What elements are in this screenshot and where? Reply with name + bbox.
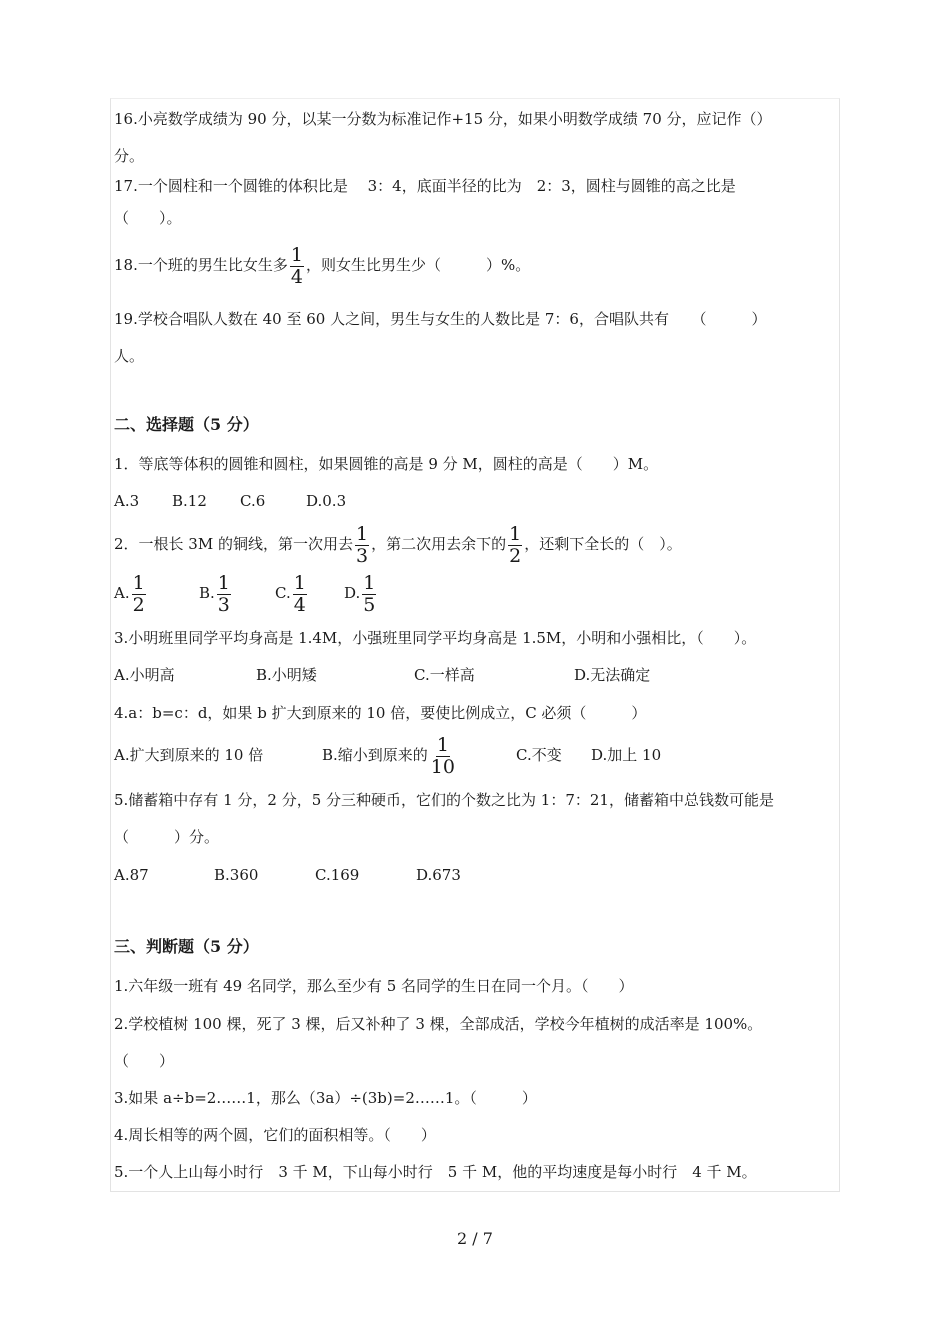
choice-4-option-c: C.不变 — [516, 746, 562, 764]
question-17-line1: 17.一个圆柱和一个圆锥的体积比是 3：4，底面半径的比为 2：3，圆柱与圆锥的高之比是 — [114, 177, 736, 195]
fraction-one-third — [355, 524, 369, 567]
section-heading-judge: 三、判断题（5 分） — [114, 937, 259, 956]
fraction-denominator: 4 — [293, 593, 306, 616]
choice-1-option-d: D.0.3 — [306, 492, 347, 510]
fraction-denominator: 5 — [363, 593, 376, 616]
choice-question-5-line2: （ ）分。 — [114, 828, 220, 846]
fraction-denominator: 3 — [217, 593, 230, 616]
option-label: B.缩小到原来的 — [322, 746, 428, 764]
question-18 — [114, 240, 530, 290]
fraction-numerator: 1 — [436, 733, 449, 756]
choice-5-option-b: B.360 — [214, 866, 259, 884]
question-17-line2: （ ）。 — [114, 209, 182, 227]
option-label: B. — [199, 584, 215, 602]
option-label: D. — [344, 584, 361, 602]
choice-1-option-c: C.6 — [240, 492, 266, 510]
question-16-line2: 分。 — [114, 147, 145, 165]
choice-4-option-a: A.扩大到原来的 10 倍 — [114, 746, 264, 764]
option-label: A. — [114, 584, 130, 602]
option-label: C. — [275, 584, 291, 602]
question-16-line1: 16.小亮数学成绩为 90 分，以某一分数为标准记作+15 分，如果小明数学成绩 70 分，应记作（） — [114, 110, 772, 128]
fraction-numerator: 1 — [355, 522, 369, 545]
fraction-option — [132, 573, 146, 616]
choice-2-option-d — [344, 570, 378, 616]
page-number: 2 / 7 — [457, 1229, 493, 1248]
choice-question-2 — [114, 519, 682, 569]
fraction-denominator: 2 — [509, 544, 522, 567]
fraction-numerator: 1 — [509, 522, 522, 545]
question-19-line1: 19.学校合唱队人数在 40 至 60 人之间，男生与女生的人数比是 7：6，合唱队共有 （ ） — [114, 310, 767, 328]
fraction-denominator: 10 — [430, 755, 455, 778]
choice-3-option-c: C.一样高 — [414, 666, 475, 684]
choice-5-option-a: A.87 — [114, 866, 149, 884]
choice-question-4: 4.a：b=c：d，如果 b 扩大到原来的 10 倍，要使比例成立，C 必须（ ） — [114, 704, 647, 722]
judge-question-2-line2: （ ） — [114, 1052, 175, 1070]
fraction-option — [217, 573, 231, 616]
choice-2-option-c — [275, 570, 309, 616]
choice-question-1: 1．等底等体积的圆锥和圆柱，如果圆锥的高是 9 分 M，圆柱的高是（ ）M。 — [114, 455, 659, 473]
choice-2-option-b — [199, 570, 233, 616]
fraction-option — [293, 573, 307, 616]
judge-question-2-line1: 2.学校植树 100 棵，死了 3 棵，后又补种了 3 棵，全部成活，学校今年植树的成活率是 100%。 — [114, 1015, 763, 1033]
choice-1-option-b: B.12 — [172, 492, 207, 510]
judge-question-1: 1.六年级一班有 49 名同学，那么至少有 5 名同学的生日在同一个月。（ ） — [114, 977, 634, 995]
fraction-numerator: 1 — [132, 571, 145, 594]
question-18-text-end: ，则女生比男生少（ ）%。 — [305, 256, 531, 274]
choice-5-option-d: D.673 — [416, 866, 461, 884]
choice-2-text: 2．一根长 3M 的铜线，第一次用去 — [114, 535, 353, 553]
fraction-one-tenth — [430, 735, 456, 778]
fraction-option — [362, 573, 376, 616]
fraction-numerator: 1 — [363, 571, 376, 594]
fraction-one-half — [508, 524, 522, 567]
choice-2-text-mid: ，第二次用去余下的 — [371, 535, 507, 553]
fraction-denominator: 3 — [355, 544, 369, 567]
fraction-numerator: 1 — [293, 571, 306, 594]
choice-3-option-b: B.小明矮 — [256, 666, 317, 684]
choice-2-text-end: ，还剩下全长的（ ）。 — [524, 535, 682, 553]
judge-question-5: 5.一个人上山每小时行 3 千 M，下山每小时行 5 千 M，他的平均速度是每小时行 4 千 M。 — [114, 1163, 757, 1181]
judge-question-4: 4.周长相等的两个圆，它们的面积相等。（ ） — [114, 1126, 436, 1144]
choice-3-option-a: A.小明高 — [114, 666, 175, 684]
choice-question-3: 3.小明班里同学平均身高是 1.4M，小强班里同学平均身高是 1.5M，小明和小强相比，（ ）。 — [114, 629, 757, 647]
fraction-numerator: 1 — [217, 571, 230, 594]
choice-4-option-d: D.加上 10 — [591, 746, 662, 764]
question-19-line2: 人。 — [114, 347, 145, 365]
fraction-one-quarter — [290, 245, 304, 288]
choice-question-5-line1: 5.储蓄箱中存有 1 分，2 分，5 分三种硬币，它们的个数之比为 1：7：21，储蓄箱中总钱数可能是 — [114, 791, 774, 809]
choice-3-option-d: D.无法确定 — [574, 666, 651, 684]
choice-5-option-c: C.169 — [315, 866, 360, 884]
section-heading-choice: 二、选择题（5 分） — [114, 415, 259, 434]
fraction-denominator: 2 — [132, 593, 145, 616]
choice-4-option-b — [322, 730, 458, 780]
fraction-denominator: 4 — [290, 265, 303, 288]
question-18-text: 18.一个班的男生比女生多 — [114, 256, 288, 274]
choice-1-option-a: A.3 — [114, 492, 140, 510]
judge-question-3: 3.如果 a÷b=2……1，那么（3a）÷(3b)=2……1。（ ） — [114, 1089, 537, 1107]
fraction-numerator: 1 — [290, 243, 303, 266]
choice-2-option-a — [114, 570, 148, 616]
